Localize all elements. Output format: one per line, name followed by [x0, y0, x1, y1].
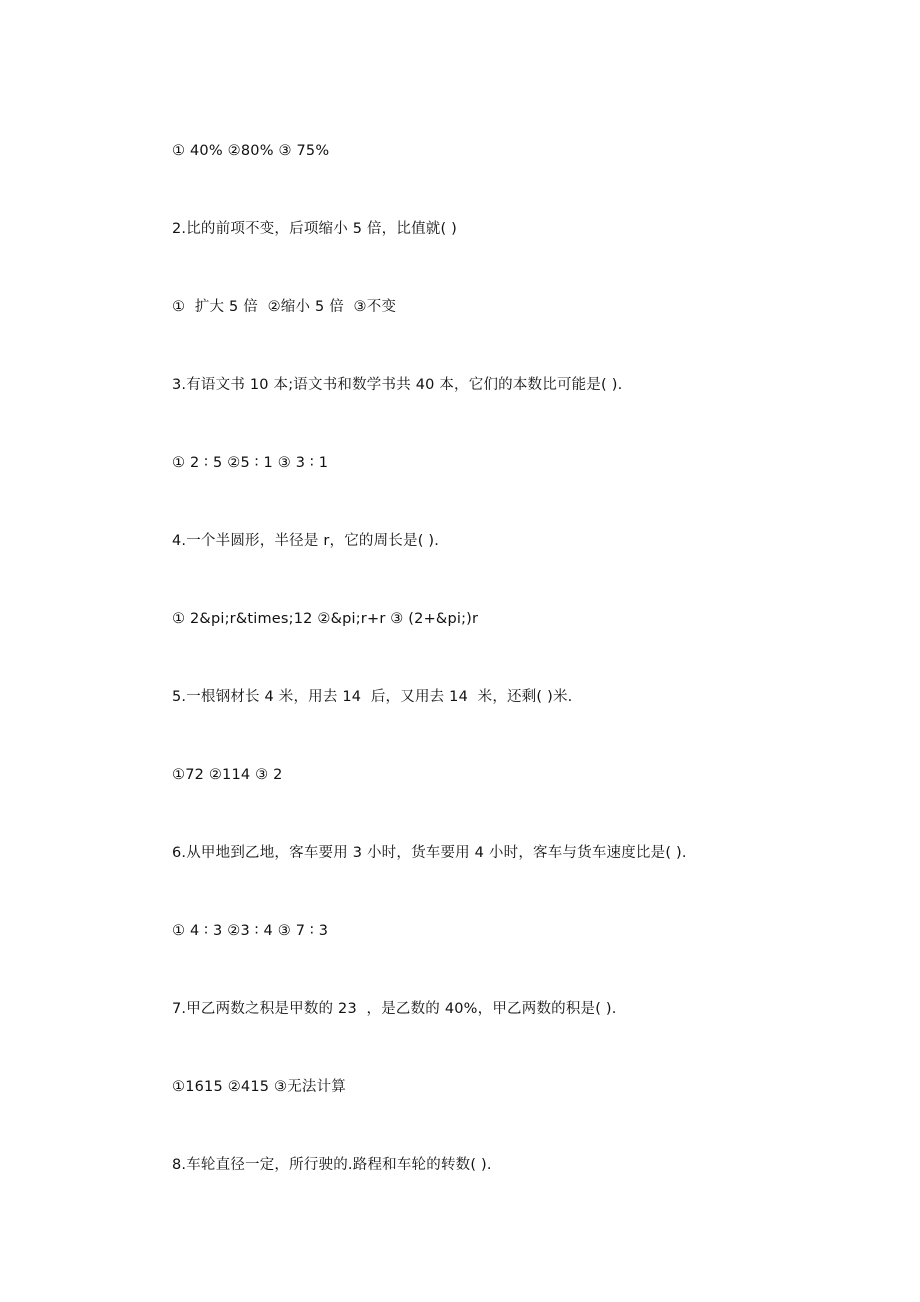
question-8: 8.车轮直径一定，所行驶的.路程和车轮的转数( ). — [172, 1157, 492, 1173]
question-5: 5.一根钢材长 4 米，用去 14 后，又用去 14 米，还剩( )米. — [172, 689, 573, 705]
answer-options-7: ①1615 ②415 ③无法计算 — [172, 1079, 346, 1095]
answer-options-2: ① 扩大 5 倍 ②缩小 5 倍 ③不变 — [172, 299, 397, 315]
answer-options-1: ① 40% ②80% ③ 75% — [172, 143, 330, 159]
question-6: 6.从甲地到乙地，客车要用 3 小时，货车要用 4 小时，客车与货车速度比是( ). — [172, 845, 687, 861]
answer-options-3: ① 2 ∶ 5 ②5 ∶ 1 ③ 3 ∶ 1 — [172, 455, 329, 471]
answer-options-4: ① 2&pi;r&times;12 ②&pi;r+r ③ (2+&pi;)r — [172, 611, 479, 627]
question-4: 4.一个半圆形，半径是 r，它的周长是( ). — [172, 533, 440, 549]
question-3: 3.有语文书 10 本;语文书和数学书共 40 本，它们的本数比可能是( ). — [172, 377, 623, 393]
answer-options-6: ① 4 ∶ 3 ②3 ∶ 4 ③ 7 ∶ 3 — [172, 923, 329, 939]
answer-options-5: ①72 ②114 ③ 2 — [172, 767, 283, 783]
question-2: 2.比的前项不变，后项缩小 5 倍，比值就( ) — [172, 221, 457, 237]
question-7: 7.甲乙两数之积是甲数的 23 ，是乙数的 40%，甲乙两数的积是( ). — [172, 1001, 617, 1017]
